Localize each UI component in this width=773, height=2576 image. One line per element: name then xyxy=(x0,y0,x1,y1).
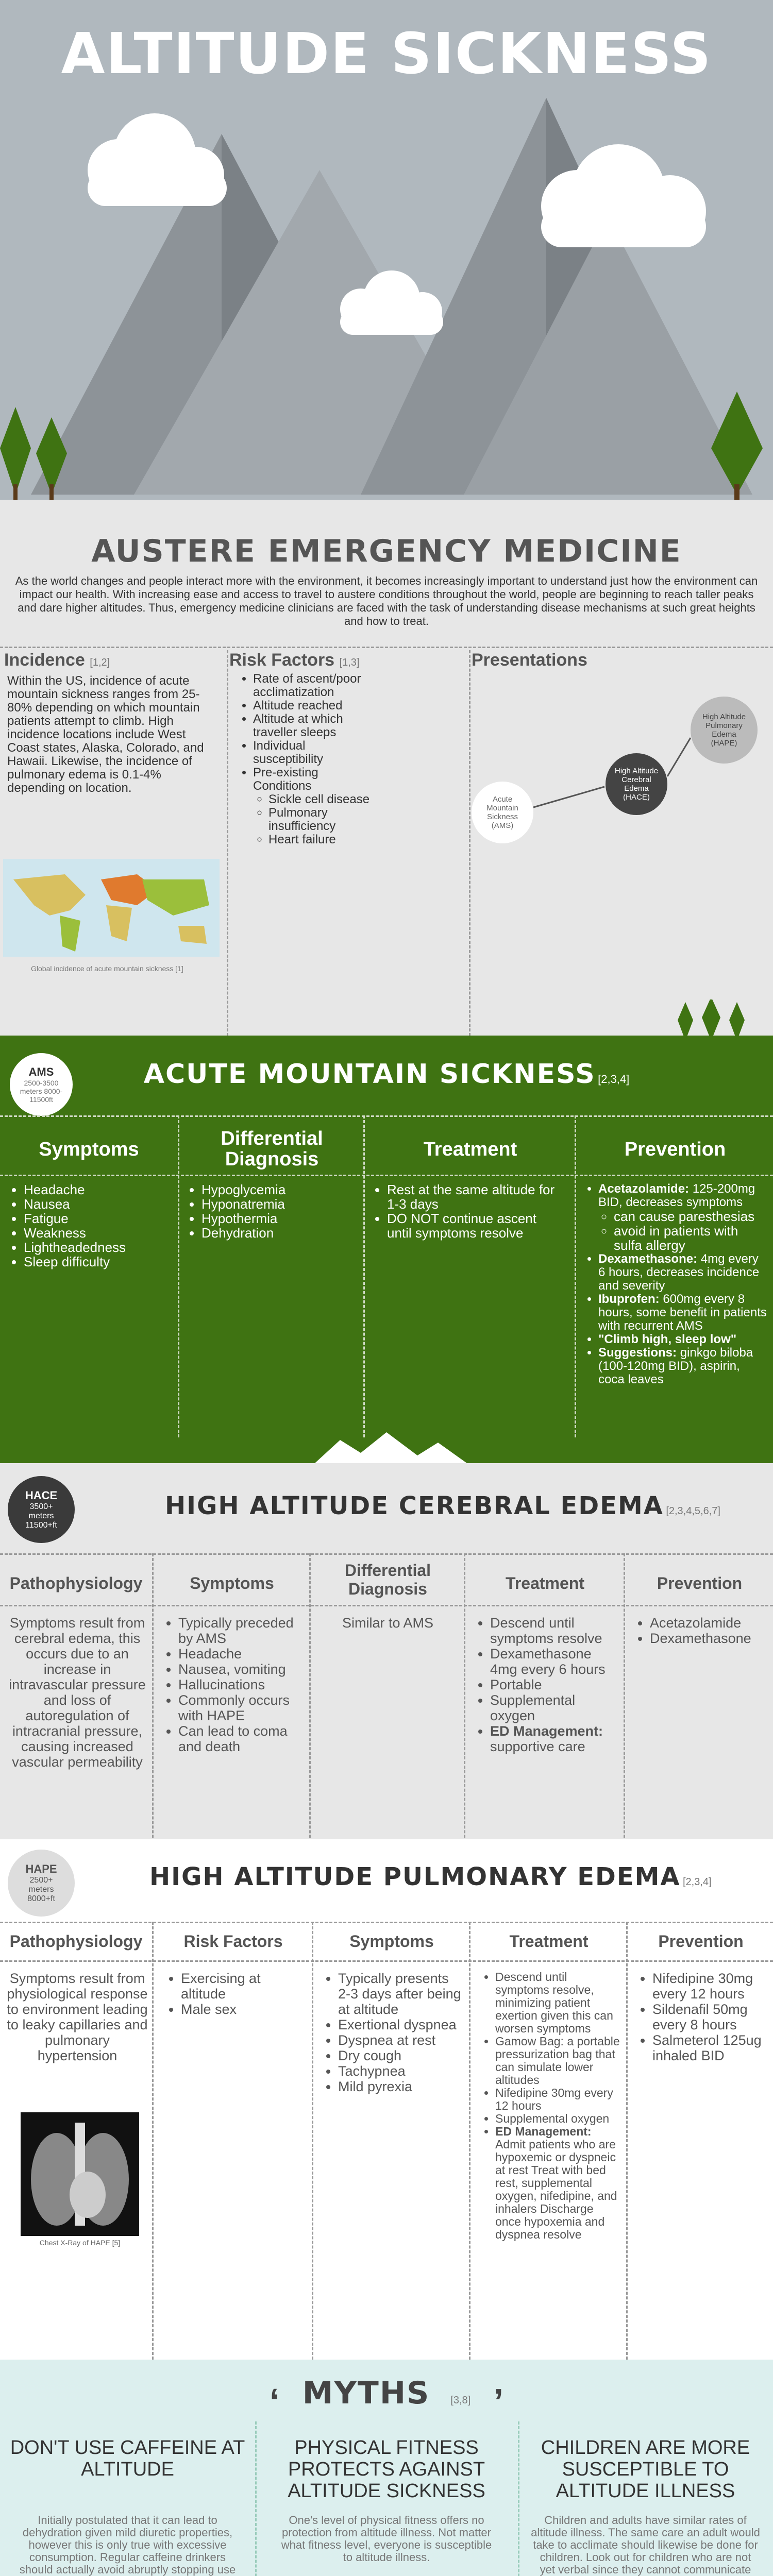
myth-text: One's level of physical fitness offers no protection from altitude illness. Not matter what fitness level, everyone is susceptible to altitude illness. xyxy=(281,2514,492,2564)
badge-text: 3500+ meters 11500+ft xyxy=(25,1502,57,1530)
list-item: • Headache xyxy=(24,1182,170,1197)
prevention-list xyxy=(636,1615,770,1646)
list-item: ◦ Pulmonary insufficiency xyxy=(268,806,379,833)
list-item: • Altitude at which traveller sleeps xyxy=(253,713,379,739)
quote-close-icon: ’ xyxy=(493,2381,504,2421)
symptoms-list xyxy=(10,1182,170,1269)
section-title: ACUTE MOUNTAIN SICKNESS xyxy=(143,1059,596,1090)
connector-arrows xyxy=(472,650,773,1011)
hape-badge xyxy=(8,1850,75,1917)
drug-label: Ibuprofen: xyxy=(598,1292,660,1306)
list-item: • Supplemental oxygen xyxy=(495,2112,621,2125)
patho-text: Symptoms result from physiological response to environment leading to leaky capillaries and pulmonary hypertension xyxy=(7,1971,148,2063)
myth-text: Children and adults have similar rates of altitude illness. The same care an adult would take to acclimate should likewise be done for children. Look out for children who are not yet verbal since they cannot communicate xyxy=(531,2514,760,2576)
badge-text: 2500-3500 meters 8000-11500ft xyxy=(20,1079,63,1104)
list-item: ◦ can cause paresthesias xyxy=(614,1209,768,1224)
ed-label: ED Management: xyxy=(490,1723,603,1739)
risk-title: Risk Factors xyxy=(229,650,335,670)
list-item: • Typically presents 2-3 days after being at altitude xyxy=(338,1971,464,2017)
list-item xyxy=(598,1333,768,1346)
divider xyxy=(0,1922,773,1923)
list-item xyxy=(598,1346,768,1386)
incidence-column xyxy=(0,650,224,973)
column-header: Prevention xyxy=(657,1574,743,1592)
list-item: • Dry cough xyxy=(338,2048,464,2063)
drug-label: Dexamethasone: xyxy=(598,1252,698,1266)
divider xyxy=(518,2421,519,2576)
list-item: • Dexamethasone 4mg every 6 hours xyxy=(490,1646,618,1677)
drug-text: 125-200mg BID, decreases symptoms xyxy=(598,1182,755,1209)
section-title: AUSTERE EMERGENCY MEDICINE xyxy=(91,533,682,569)
list-item: • Hallucinations xyxy=(178,1677,304,1692)
tree-icon xyxy=(678,1002,693,1041)
list-item: • Hypothermia xyxy=(201,1211,358,1226)
list-item-text: Pre-existing Conditions xyxy=(253,766,318,793)
world-map-icon xyxy=(3,859,220,957)
prevention-list xyxy=(639,1971,770,2063)
list-item: ◦ Heart failure xyxy=(268,833,379,846)
list-item: • Exertional dyspnea xyxy=(338,2017,464,2032)
list-item: ◦ Sickle cell disease xyxy=(268,793,379,806)
section-title: HIGH ALTITUDE PULMONARY EDEMA xyxy=(149,1862,681,1891)
divider xyxy=(0,1605,773,1606)
hero-banner xyxy=(0,0,773,515)
divider xyxy=(255,2421,257,2576)
ams-bubble: Acute Mountain Sickness (AMS) xyxy=(472,782,533,843)
divider xyxy=(152,1553,154,1870)
divider xyxy=(312,1922,313,2360)
hace-title-row xyxy=(165,1492,773,1520)
symptoms-list xyxy=(165,1615,304,1754)
list-item: • Sildenafil 50mg every 8 hours xyxy=(652,2002,770,2032)
list-item: • Typically preceded by AMS xyxy=(178,1615,304,1646)
column-header: Prevention xyxy=(624,1139,726,1160)
list-item xyxy=(495,2125,621,2241)
reference: [1,3] xyxy=(339,657,360,668)
treatment-list xyxy=(374,1182,564,1240)
list-item: • Nifedipine 30mg every 12 hours xyxy=(495,2087,621,2112)
risk-list xyxy=(240,672,379,846)
map-caption: Global incidence of acute mountain sickness [1] xyxy=(31,964,183,973)
list-item: • Hypoglycemia xyxy=(201,1182,358,1197)
risk-factors-column xyxy=(229,650,466,846)
column-header: Differential Diagnosis xyxy=(344,1561,431,1598)
divider xyxy=(0,1175,773,1176)
badge-title: HACE xyxy=(25,1489,58,1502)
badge-title: HAPE xyxy=(25,1862,57,1875)
list-item xyxy=(253,766,379,846)
myths-section xyxy=(0,2360,773,2576)
tip-text: "Climb high, sleep low" xyxy=(598,1332,737,1346)
list-item: • Nausea xyxy=(24,1197,170,1211)
xray-caption: Chest X-Ray of HAPE [5] xyxy=(39,2239,121,2247)
list-item: • Descend until symptoms resolve xyxy=(490,1615,618,1646)
treatment-list xyxy=(477,1615,618,1754)
myth-title: CHILDREN ARE MORE SUSCEPTIBLE TO ALTITUDE ILLNESS xyxy=(541,2437,750,2502)
list-item: • Descend until symptoms resolve, minimizing patient exertion given this can worsen symptoms xyxy=(495,1971,621,2035)
list-item: • Weakness xyxy=(24,1226,170,1240)
cloud-icon xyxy=(88,113,227,206)
section-title: HIGH ALTITUDE CEREBRAL EDEMA xyxy=(165,1492,664,1520)
ams-section xyxy=(0,1036,773,1468)
risk-list xyxy=(167,1971,307,2017)
treatment-list xyxy=(482,1971,621,2241)
myth-title: PHYSICAL FITNESS PROTECTS AGAINST ALTITUDE SICKNESS xyxy=(288,2437,485,2502)
divider xyxy=(363,1115,365,1437)
hape-title-row xyxy=(149,1862,773,1891)
incidence-title: Incidence xyxy=(4,650,85,670)
badge-text: 2500+ meters 8000+ft xyxy=(27,1876,55,1903)
differential-text: Similar to AMS xyxy=(342,1615,434,1631)
tree-icon xyxy=(0,407,31,500)
divider xyxy=(575,1115,576,1437)
myths-title-row xyxy=(0,2375,773,2422)
drug-text: 4mg every 6 hours, decreases incidence and severity xyxy=(598,1252,760,1293)
page-title: ALTITUDE SICKNESS xyxy=(61,21,712,87)
divider xyxy=(626,1922,628,2360)
column-header: Symptoms xyxy=(39,1139,139,1160)
list-item xyxy=(598,1252,768,1293)
drug-label: Acetazolamide: xyxy=(598,1182,690,1196)
list-item: • Dexamethasone xyxy=(650,1631,770,1646)
list-item: • Exercising at altitude xyxy=(181,1971,307,2002)
reference: [1,2] xyxy=(90,657,110,668)
symptoms-list xyxy=(325,1971,464,2094)
divider xyxy=(0,1115,773,1117)
ed-label: ED Management: xyxy=(495,2125,592,2138)
divider xyxy=(0,647,773,648)
divider xyxy=(0,1553,773,1555)
list-item xyxy=(598,1182,768,1252)
list-item: • Male sex xyxy=(181,2002,307,2017)
prevention-list xyxy=(585,1182,768,1386)
list-item: • Supplemental oxygen xyxy=(490,1692,618,1723)
list-item: • Individual susceptibility xyxy=(253,739,379,766)
presentations-column xyxy=(472,650,773,1011)
column-header: Differential Diagnosis xyxy=(221,1128,323,1170)
column-header: Pathophysiology xyxy=(9,1574,143,1592)
divider xyxy=(178,1115,179,1437)
column-header: Symptoms xyxy=(190,1574,274,1592)
quote-open-icon: ‘ xyxy=(269,2381,280,2421)
list-item: • Fatigue xyxy=(24,1211,170,1226)
divider xyxy=(152,1922,154,2360)
austere-section xyxy=(0,515,773,1041)
column-header: Pathophysiology xyxy=(9,1932,143,1951)
list-item: • DO NOT continue ascent until symptoms resolve xyxy=(387,1211,564,1240)
column-header: Treatment xyxy=(423,1139,517,1160)
ed-text: supportive care xyxy=(490,1739,585,1754)
tree-icon xyxy=(729,1002,745,1041)
list-item: • Altitude reached xyxy=(253,699,379,713)
list-item: • Headache xyxy=(178,1646,304,1662)
list-item: • Commonly occurs with HAPE xyxy=(178,1692,304,1723)
reference: [3,8] xyxy=(450,2395,471,2406)
list-item: • Dehydration xyxy=(201,1226,358,1240)
differential-list xyxy=(188,1182,358,1240)
column-header: Symptoms xyxy=(349,1932,434,1951)
divider xyxy=(227,650,228,1041)
reference: [2,3,4,5,6,7] xyxy=(666,1505,720,1517)
drug-text: 600mg every 8 hours, some benefit in patients with recurrent AMS xyxy=(598,1292,767,1333)
patho-text: Symptoms result from cerebral edema, this occurs due to an increase in intravascular pressure and loss of autoregulation of intracranial pressure, causing increased vascular permeability xyxy=(9,1615,146,1770)
divider xyxy=(624,1553,625,1870)
list-item: • Dyspnea at rest xyxy=(338,2032,464,2048)
reference: [2,3,4] xyxy=(598,1073,630,1086)
list-item: ◦ avoid in patients with sulfa allergy xyxy=(614,1224,768,1252)
tree-icon xyxy=(702,999,720,1041)
myth-text: Initially postulated that it can lead to dehydration given mild diuretic properties, however this is only true with excessive consumption. Regular caffeine drinkers should actually avoid abruptly stopping use xyxy=(19,2514,236,2576)
list-item: • Hyponatremia xyxy=(201,1197,358,1211)
presentations-title: Presentations xyxy=(472,650,587,670)
hace-section xyxy=(0,1463,773,1870)
tree-row-illustration xyxy=(0,999,773,1041)
incidence-text: Within the US, incidence of acute mountain sickness ranges from 25-80% depending on which mountain patients attempt to climb. High incidence locations include West Coast states, Alaska, Colorado, and Hawaii. Likewise, the incidence of pulmonary edema is 0.1-4% depending on location. xyxy=(7,674,204,795)
list-item xyxy=(598,1293,768,1333)
hace-badge xyxy=(8,1476,75,1543)
hace-bubble: High Altitude Cerebral Edema (HACE) xyxy=(606,753,667,815)
chest-xray-image xyxy=(21,2112,139,2236)
list-item: • Can lead to coma and death xyxy=(178,1723,304,1754)
column-header: Prevention xyxy=(658,1932,744,1951)
myth-title: DON'T USE CAFFEINE AT ALTITUDE xyxy=(10,2437,245,2480)
list-item: • Portable xyxy=(490,1677,618,1692)
list-item xyxy=(490,1723,618,1754)
divider xyxy=(469,1922,470,2360)
hape-section xyxy=(0,1839,773,2360)
list-item: • Sleep difficulty xyxy=(24,1255,170,1269)
list-item: • Nausea, vomiting xyxy=(178,1662,304,1677)
drug-label: Suggestions: xyxy=(598,1346,677,1360)
ed-text: Admit patients who are hypoxemic or dyspneic at rest Treat with bed rest, supplemental oxygen, nifedipine, and inhalers Discharge once hypoxemia and dyspnea resolve xyxy=(495,2138,617,2241)
intro-text: As the world changes and people interact more with the environment, it becomes increasingly important to understand just how the environment can impact our health. With increasing ease and access to travel to austere conditions throughout the world, people are beginning to reach taller peaks and dare higher altitudes. Thus, emergency medicine clinicians are faced with the task of understanding disease mechanisms at such great heights and how to treat. xyxy=(15,574,758,628)
list-item: • Lightheadedness xyxy=(24,1240,170,1255)
divider xyxy=(309,1553,311,1870)
badge-title: AMS xyxy=(28,1065,54,1078)
reference: [2,3,4] xyxy=(683,1876,712,1888)
column-header: Treatment xyxy=(509,1932,589,1951)
drug-text: ginkgo biloba (100-120mg BID), aspirin, coca leaves xyxy=(598,1346,753,1386)
column-header: Treatment xyxy=(506,1574,584,1592)
list-item: • Rate of ascent/poor acclimatization xyxy=(253,672,379,699)
column-header: Risk Factors xyxy=(183,1932,283,1951)
list-item: • Tachypnea xyxy=(338,2063,464,2079)
list-item: • Acetazolamide xyxy=(650,1615,770,1631)
divider xyxy=(464,1553,465,1870)
list-item: • Gamow Bag: a portable pressurization bag that can simulate lower altitudes xyxy=(495,2035,621,2087)
divider xyxy=(0,1960,773,1962)
hape-bubble: High Altitude Pulmonary Edema (HAPE) xyxy=(691,697,758,764)
divider xyxy=(469,650,470,1041)
list-item: • Salmeterol 125ug inhaled BID xyxy=(652,2032,770,2063)
ams-title-row xyxy=(0,1059,773,1090)
list-item: • Nifedipine 30mg every 12 hours xyxy=(652,1971,770,2002)
section-title: MYTHS xyxy=(302,2375,430,2411)
list-item: • Mild pyrexia xyxy=(338,2079,464,2094)
list-item: • Rest at the same altitude for 1-3 days xyxy=(387,1182,564,1211)
